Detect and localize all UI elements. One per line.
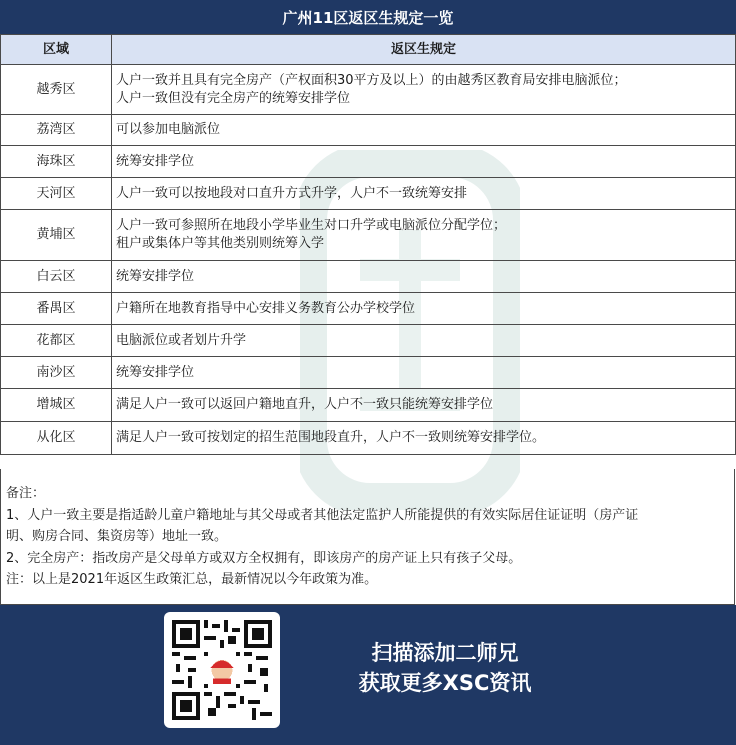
rule-cell: 可以参加电脑派位 — [112, 115, 736, 146]
table-row — [1, 178, 736, 210]
table-row — [1, 357, 736, 389]
notes-heading: 备注： — [6, 486, 46, 501]
rule-cell: 统筹安排学位 — [112, 357, 736, 389]
table-row — [1, 261, 736, 293]
table-header-row — [1, 35, 736, 65]
qr-code-frame — [164, 612, 280, 728]
district-cell: 荔湾区 — [1, 115, 112, 146]
table-row — [1, 325, 736, 357]
rule-cell: 统筹安排学位 — [112, 146, 736, 178]
district-cell: 海珠区 — [1, 146, 112, 178]
table-row — [1, 65, 736, 115]
rule-cell: 统筹安排学位 — [112, 261, 736, 293]
district-cell: 花都区 — [1, 325, 112, 357]
qr-caption-line-1: 扫描添加二师兄 — [371, 641, 519, 665]
notes-section — [0, 469, 735, 605]
table-row — [1, 389, 736, 422]
district-cell: 番禺区 — [1, 293, 112, 325]
district-cell: 从化区 — [1, 422, 112, 455]
note-3: 注：以上是2021年返区生政策汇总，最新情况以今年政策为准。 — [6, 572, 378, 587]
district-cell: 越秀区 — [1, 65, 112, 115]
table-row — [1, 293, 736, 325]
rule-cell: 人户一致可以按地段对口直升方式升学，人户不一致统筹安排 — [112, 178, 736, 210]
qr-code-icon — [172, 620, 272, 720]
rule-cell: 满足人户一致可按划定的招生范围地段直升，人户不一致则统筹安排学位。 — [112, 422, 736, 455]
rule-line: 租户或集体户等其他类别则统筹入学 — [116, 236, 325, 251]
rule-cell: 户籍所在地教育指导中心安排义务教育公办学校学位 — [112, 293, 736, 325]
qr-caption — [320, 638, 570, 698]
rules-table — [0, 34, 736, 455]
qr-caption-line-2: 获取更多XSC资讯 — [358, 671, 532, 695]
table-row — [1, 422, 736, 455]
district-cell: 黄埔区 — [1, 210, 112, 261]
rule-line: 人户一致但没有完全房产的统筹安排学位 — [116, 90, 351, 106]
district-cell: 南沙区 — [1, 357, 112, 389]
rule-cell — [112, 65, 736, 115]
rule-line: 人户一致并且具有完全房产（产权面积30平方及以上）的由越秀区教育局安排电脑派位； — [116, 72, 627, 88]
note-2: 2、完全房产：指改房产是父母单方或双方全权拥有，即该房产的房产证上只有孩子父母。 — [6, 550, 522, 566]
table-row — [1, 146, 736, 178]
note-1-line-1: 1、人户一致主要是指适龄儿童户籍地址与其父母或者其他法定监护人所能提供的有效实际居住证证明（房产证 — [6, 507, 639, 523]
rule-cell: 电脑派位或者划片升学 — [112, 325, 736, 357]
rule-cell — [112, 210, 736, 261]
column-header-district: 区域 — [1, 35, 112, 65]
district-cell: 天河区 — [1, 178, 112, 210]
table-row — [1, 210, 736, 261]
page-title: 广州11区返区生规定一览 — [0, 0, 736, 34]
table-row — [1, 115, 736, 146]
note-1-line-2: 明、购房合同、集资房等）地址一致。 — [6, 529, 228, 544]
district-cell: 增城区 — [1, 389, 112, 422]
district-cell: 白云区 — [1, 261, 112, 293]
rule-cell: 满足人户一致可以返回户籍地直升，人户不一致只能统筹安排学位 — [112, 389, 736, 422]
column-header-rule: 返区生规定 — [112, 35, 736, 65]
rule-line: 人户一致可参照所在地段小学毕业生对口升学或电脑派位分配学位； — [116, 218, 507, 233]
